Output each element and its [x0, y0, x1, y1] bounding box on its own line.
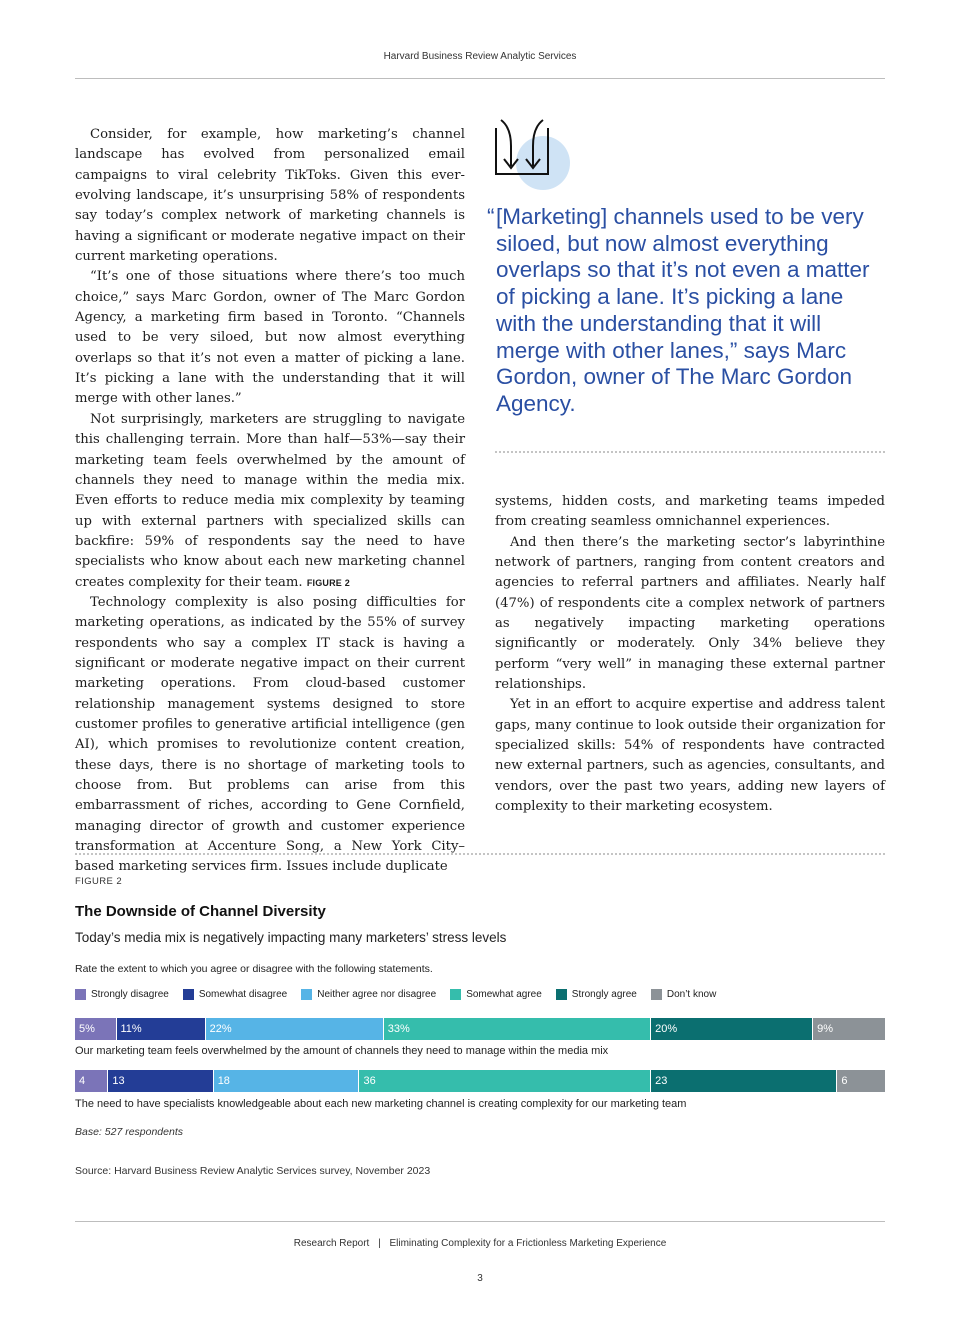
figure-instruction: Rate the extent to which you agree or disagree with the following statements. [75, 963, 433, 975]
body-paragraph [75, 410, 465, 593]
legend-item [75, 989, 169, 1000]
bar-segment: 13 [107, 1070, 212, 1092]
legend-label: Neither agree nor disagree [317, 989, 437, 1000]
bar-caption: Our marketing team feels overwhelmed by the amount of channels they need to manage within the media mix [75, 1045, 609, 1057]
bar-segment: 36 [358, 1070, 650, 1092]
legend-item [651, 989, 716, 1000]
bar-segment: 6 [836, 1070, 885, 1092]
bar-row-overwhelmed [75, 1018, 885, 1040]
bar-segment: 23 [650, 1070, 836, 1092]
body-paragraph: systems, hidden costs, and marketing teams impeded from creating seamless omnichannel experiences. [495, 494, 885, 530]
pull-quote-divider [495, 451, 885, 453]
legend-label: Strongly disagree [91, 989, 169, 1000]
figure-title: The Downside of Channel Diversity [75, 903, 326, 920]
header-divider [75, 78, 885, 79]
legend-item [183, 989, 287, 1000]
body-paragraph: And then there’s the marketing sector’s labyrinthine network of partners, ranging from content creators and agencies to referral partners and affiliates. Nearly half (47%) of respondents cite a complex network of partners as negatively impacting marketing operations significantly or moderately. Only 34% believe they perform “very well” in managing these external partner relationships. [495, 534, 885, 693]
figure-source: Source: Harvard Business Review Analytic Services survey, November 2023 [75, 1165, 431, 1177]
figure-reference: FIGURE 2 [306, 577, 350, 588]
body-paragraph: Consider, for example, how marketing’s channel landscape has evolved from personalized email campaigns to viral celebrity TikToks. Given this ever-evolving landscape, it’s unsurprising 58% of respondents say today’s complex network of marketing channels is having a significant or moderate negative impact on their current marketing operations. [75, 127, 465, 265]
bar-caption: The need to have specialists knowledgeable about each new marketing channel is creating complexity for our marketing team [75, 1098, 687, 1110]
legend-swatch [651, 989, 662, 1000]
footer-report-type: Research Report [293, 1238, 370, 1249]
arrows-merge-icon [493, 118, 573, 192]
body-paragraph: Yet in an effort to acquire expertise and address talent gaps, many continue to look outside their organization for specialized skills: 54% of respondents have contracted new external partners, such as agencies, consultants, and vendors, over the past two years, adding new layers of complexity to their marketing ecosystem. [495, 697, 885, 815]
figure-base-note: Base: 527 respondents [75, 1126, 183, 1138]
bar-segment: 9% [812, 1018, 885, 1040]
body-paragraph: Technology complexity is also posing difficulties for marketing operations, as indicated by the 55% of survey respondents who say a complex IT stack is having a significant or moderate negative impact on their current marketing operations. From cloud-based customer relationship management systems designed to store customer profiles to generative artificial intelligence (gen AI), which promises to revolutionize content creation, these days, there is no shortage of marketing tools to choose from. But problems can arise from this embarrassment of riches, according to Gene Cornfield, managing director of growth and customer experience transformation at Accenture Song, a New York City–based marketing services firm. Issues include duplicate [75, 594, 465, 875]
chart-legend [75, 989, 730, 1000]
bar-segment: 18 [213, 1070, 359, 1092]
bar-segment: 33% [383, 1018, 650, 1040]
legend-label: Strongly agree [571, 989, 637, 1000]
legend-swatch [301, 989, 312, 1000]
legend-swatch [183, 989, 194, 1000]
pull-quote-text: [Marketing] channels used to be very siloed, but now almost everything overlaps so that it’s not even a matter of picking a lane. It’s picking a lane with the understanding that it will merge with other lanes,” says Marc Gordon, owner of The Marc Gordon Agency. [496, 204, 870, 416]
bar-row-specialists [75, 1070, 885, 1092]
legend-swatch [450, 989, 461, 1000]
legend-item [301, 989, 436, 1000]
legend-label: Somewhat disagree [198, 989, 288, 1000]
body-paragraph-text: Not surprisingly, marketers are struggling to navigate this challenging terrain. More than half—53%—say their marketing team feels overwhelmed by the amount of channels they need to manage within the media mix. Even efforts to reduce media mix complexity by teaming up with external partners with specialized skills can backfire: 59% of respondents say the need to have specialists who know about each new marketing channel creates complexity for their team. [75, 411, 465, 590]
quote-mark: “ [487, 204, 495, 229]
legend-item [556, 989, 637, 1000]
legend-label: Somewhat agree [466, 989, 542, 1000]
legend-item [450, 989, 542, 1000]
figure-label: FIGURE 2 [75, 876, 123, 887]
running-footer [0, 1238, 960, 1249]
footer-divider [75, 1221, 885, 1222]
footer-report-title: Eliminating Complexity for a Frictionless Marketing Experience [389, 1238, 667, 1249]
legend-swatch [556, 989, 567, 1000]
figure-divider [75, 853, 885, 855]
right-column [495, 492, 885, 818]
figure-subtitle: Today’s media mix is negatively impacting many marketers’ stress levels [75, 930, 507, 945]
left-column [75, 125, 465, 878]
footer-separator: | [378, 1238, 381, 1249]
bar-segment: 11% [116, 1018, 205, 1040]
bar-segment: 5% [75, 1018, 116, 1040]
pull-quote [487, 204, 882, 418]
legend-label: Don’t know [666, 989, 717, 1000]
bar-segment: 20% [650, 1018, 812, 1040]
bar-segment: 22% [205, 1018, 383, 1040]
page-number: 3 [477, 1273, 483, 1284]
legend-swatch [75, 989, 86, 1000]
bar-segment: 4 [75, 1070, 107, 1092]
body-paragraph: “It’s one of those situations where there’s too much choice,” says Marc Gordon, owner of The Marc Gordon Agency, a marketing firm based in Toronto. “Channels used to be very siloed, but now almost everything overlaps so that it’s not even a matter of picking a lane. It’s picking a lane with the understanding that it will merge with other lanes.” [75, 269, 465, 407]
running-header: Harvard Business Review Analytic Services [383, 51, 577, 62]
